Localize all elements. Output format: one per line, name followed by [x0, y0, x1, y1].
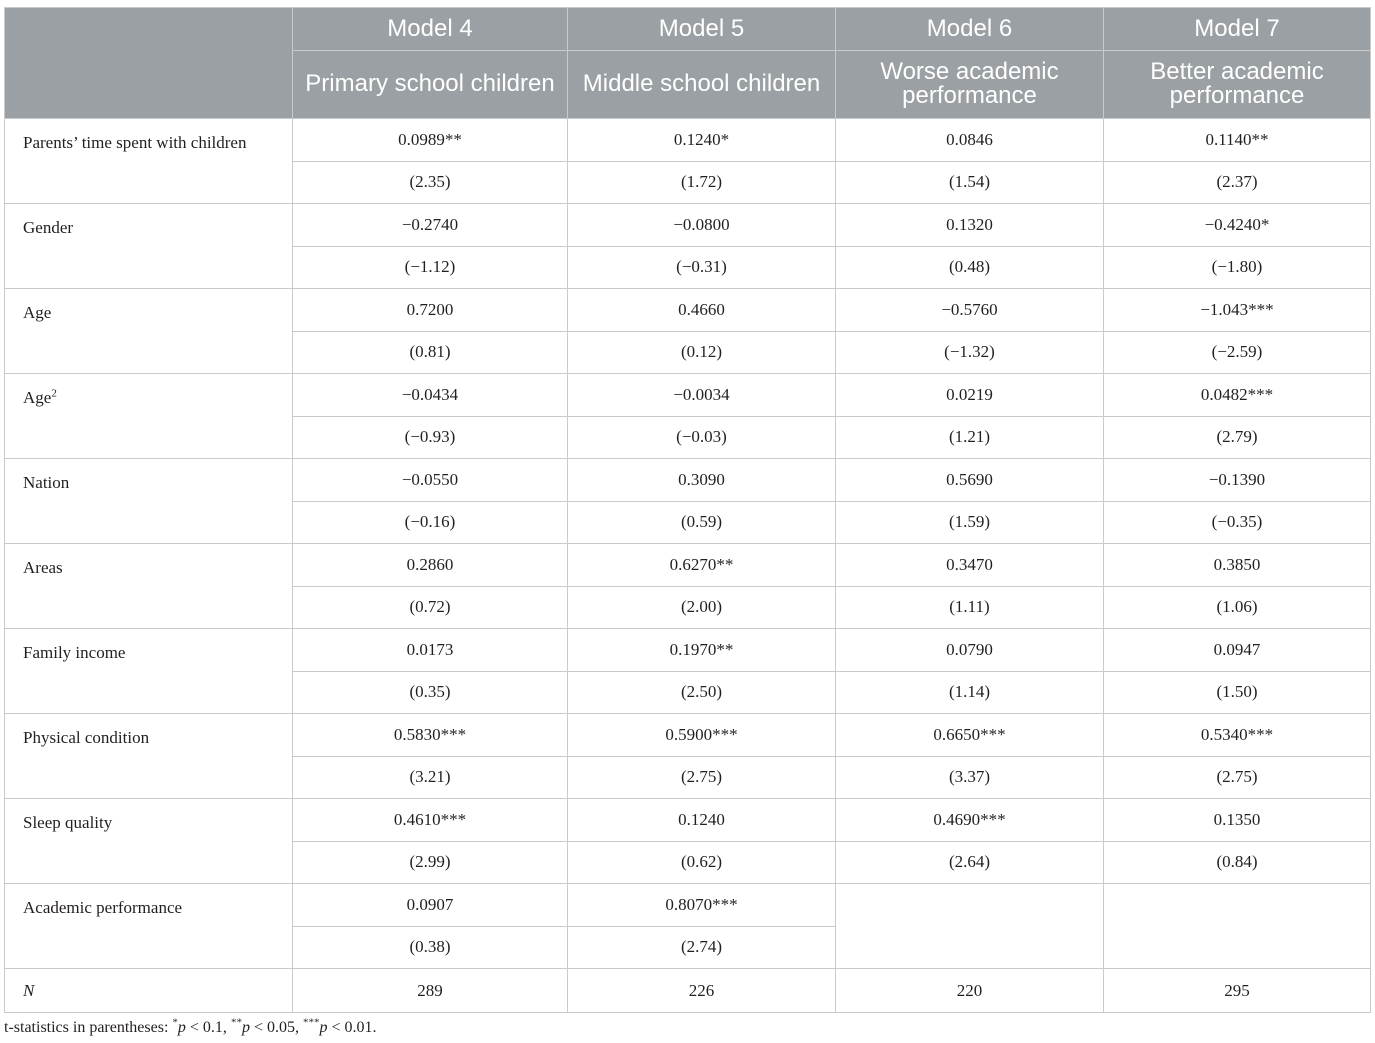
- footnote-lead: t-statistics in parentheses:: [4, 1019, 173, 1036]
- footnote-text: < 0.1,: [185, 1019, 231, 1036]
- variable-label: [5, 459, 293, 544]
- coefficient-cell: 0.3470: [836, 544, 1104, 587]
- variable-label: [5, 289, 293, 374]
- coefficient-cell: 0.8070***: [568, 884, 836, 927]
- t-stat-cell: (2.75): [568, 756, 836, 799]
- t-stat-cell: (−1.32): [836, 331, 1104, 374]
- t-stat-cell: (0.48): [836, 246, 1104, 289]
- coefficient-cell: −0.0034: [568, 374, 836, 417]
- t-stat-cell: (1.14): [836, 671, 1104, 714]
- t-stat-cell: (−0.16): [293, 501, 568, 544]
- group-header: Better academic performance: [1104, 51, 1371, 119]
- t-stat-cell: (0.62): [568, 841, 836, 884]
- empty-cell: [1104, 884, 1371, 969]
- table-header: [5, 8, 1371, 119]
- variable-name: Sleep quality: [23, 813, 113, 832]
- coef-row: [5, 544, 1371, 587]
- t-stat-cell: (3.37): [836, 756, 1104, 799]
- regression-table: [4, 7, 1371, 1013]
- n-value-cell: 289: [293, 969, 568, 1013]
- variable-name: Gender: [23, 218, 74, 237]
- group-header: Primary school children: [293, 51, 568, 119]
- footnote-stars: ***: [302, 1016, 320, 1029]
- t-stat-cell: (1.59): [836, 501, 1104, 544]
- model-header: Model 5: [568, 8, 836, 51]
- variable-label: [5, 544, 293, 629]
- variable-label: [5, 119, 293, 204]
- coefficient-cell: 0.1140**: [1104, 119, 1371, 162]
- coefficient-cell: 0.1320: [836, 204, 1104, 247]
- coef-row: [5, 629, 1371, 672]
- coefficient-cell: 0.3090: [568, 459, 836, 502]
- variable-superscript: 2: [51, 387, 57, 400]
- coefficient-cell: 0.0173: [293, 629, 568, 672]
- coefficient-cell: −0.1390: [1104, 459, 1371, 502]
- coef-row: [5, 289, 1371, 332]
- coefficient-cell: 0.7200: [293, 289, 568, 332]
- variable-name: Age: [23, 303, 52, 322]
- coefficient-cell: 0.5900***: [568, 714, 836, 757]
- coef-row: [5, 459, 1371, 502]
- coef-row: [5, 884, 1371, 927]
- empty-cell: [836, 884, 1104, 969]
- coefficient-cell: 0.1970**: [568, 629, 836, 672]
- t-stat-cell: (3.21): [293, 756, 568, 799]
- t-stat-cell: (2.74): [568, 926, 836, 969]
- coefficient-cell: 0.0947: [1104, 629, 1371, 672]
- t-stat-cell: (2.35): [293, 161, 568, 204]
- t-stat-cell: (1.72): [568, 161, 836, 204]
- t-stat-cell: (0.35): [293, 671, 568, 714]
- coefficient-cell: −0.0550: [293, 459, 568, 502]
- coef-row: [5, 119, 1371, 162]
- coefficient-cell: −0.2740: [293, 204, 568, 247]
- variable-name: Age: [23, 388, 52, 407]
- coefficient-cell: 0.0219: [836, 374, 1104, 417]
- t-stat-cell: (−0.03): [568, 416, 836, 459]
- model-header: Model 4: [293, 8, 568, 51]
- group-header: Worse academic performance: [836, 51, 1104, 119]
- t-stat-cell: (2.37): [1104, 161, 1371, 204]
- coefficient-cell: 0.5830***: [293, 714, 568, 757]
- variable-label: [5, 799, 293, 884]
- t-stat-cell: (2.99): [293, 841, 568, 884]
- coefficient-cell: 0.5690: [836, 459, 1104, 502]
- variable-label: [5, 714, 293, 799]
- t-stat-cell: (2.50): [568, 671, 836, 714]
- variable-label: [5, 629, 293, 714]
- t-stat-cell: (0.72): [293, 586, 568, 629]
- coefficient-cell: −0.0800: [568, 204, 836, 247]
- footnote-stars: **: [230, 1016, 242, 1029]
- variable-name: Family income: [23, 643, 126, 662]
- coefficient-cell: 0.2860: [293, 544, 568, 587]
- footnote-p: p: [319, 1019, 328, 1036]
- t-stat-cell: (−1.80): [1104, 246, 1371, 289]
- n-value-cell: 226: [568, 969, 836, 1013]
- variable-name: Areas: [23, 558, 63, 577]
- variable-name: Parents’ time spent with children: [23, 133, 247, 152]
- t-stat-cell: (2.00): [568, 586, 836, 629]
- t-stat-cell: (1.50): [1104, 671, 1371, 714]
- footnote-p: p: [241, 1019, 250, 1036]
- n-row: [5, 969, 1371, 1013]
- t-stat-cell: (2.75): [1104, 756, 1371, 799]
- coef-row: [5, 374, 1371, 417]
- coefficient-cell: 0.0846: [836, 119, 1104, 162]
- variable-name: Nation: [23, 473, 70, 492]
- t-stat-cell: (0.38): [293, 926, 568, 969]
- coefficient-cell: −0.5760: [836, 289, 1104, 332]
- table-body: [5, 119, 1371, 1013]
- t-stat-cell: (0.84): [1104, 841, 1371, 884]
- table-footnote: [4, 1016, 377, 1037]
- variable-label: [5, 374, 293, 459]
- coefficient-cell: 0.0907: [293, 884, 568, 927]
- coefficient-cell: 0.6270**: [568, 544, 836, 587]
- coefficient-cell: 0.4660: [568, 289, 836, 332]
- coefficient-cell: 0.6650***: [836, 714, 1104, 757]
- t-stat-cell: (0.12): [568, 331, 836, 374]
- t-stat-cell: (0.81): [293, 331, 568, 374]
- coefficient-cell: 0.1240*: [568, 119, 836, 162]
- coefficient-cell: −0.4240*: [1104, 204, 1371, 247]
- t-stat-cell: (−0.31): [568, 246, 836, 289]
- variable-label: [5, 884, 293, 969]
- n-value-cell: 220: [836, 969, 1104, 1013]
- coef-row: [5, 714, 1371, 757]
- t-stat-cell: (1.11): [836, 586, 1104, 629]
- coefficient-cell: 0.0790: [836, 629, 1104, 672]
- coefficient-cell: −1.043***: [1104, 289, 1371, 332]
- model-header: Model 6: [836, 8, 1104, 51]
- group-header: Middle school children: [568, 51, 836, 119]
- t-stat-cell: (1.21): [836, 416, 1104, 459]
- coefficient-cell: 0.1240: [568, 799, 836, 842]
- n-value-cell: 295: [1104, 969, 1371, 1013]
- coefficient-cell: 0.5340***: [1104, 714, 1371, 757]
- coefficient-cell: 0.0989**: [293, 119, 568, 162]
- t-stat-cell: (−2.59): [1104, 331, 1371, 374]
- t-stat-cell: (2.79): [1104, 416, 1371, 459]
- coef-row: [5, 204, 1371, 247]
- t-stat-cell: (0.59): [568, 501, 836, 544]
- model-header: Model 7: [1104, 8, 1371, 51]
- coefficient-cell: 0.4690***: [836, 799, 1104, 842]
- n-label: N: [5, 969, 293, 1013]
- t-stat-cell: (−0.93): [293, 416, 568, 459]
- footnote-stars: *: [172, 1016, 178, 1029]
- t-stat-cell: (2.64): [836, 841, 1104, 884]
- header-corner-cell: [5, 8, 293, 119]
- footnote-text: < 0.05,: [249, 1019, 303, 1036]
- coefficient-cell: −0.0434: [293, 374, 568, 417]
- variable-name: Physical condition: [23, 728, 150, 747]
- coefficient-cell: 0.4610***: [293, 799, 568, 842]
- variable-label: [5, 204, 293, 289]
- coefficient-cell: 0.0482***: [1104, 374, 1371, 417]
- t-stat-cell: (1.54): [836, 161, 1104, 204]
- coef-row: [5, 799, 1371, 842]
- t-stat-cell: (−1.12): [293, 246, 568, 289]
- model-header-row: [5, 8, 1371, 51]
- coefficient-cell: 0.3850: [1104, 544, 1371, 587]
- t-stat-cell: (−0.35): [1104, 501, 1371, 544]
- footnote-text: < 0.01.: [327, 1019, 377, 1036]
- variable-name: Academic performance: [23, 898, 183, 917]
- t-stat-cell: (1.06): [1104, 586, 1371, 629]
- coefficient-cell: 0.1350: [1104, 799, 1371, 842]
- footnote-p: p: [177, 1019, 186, 1036]
